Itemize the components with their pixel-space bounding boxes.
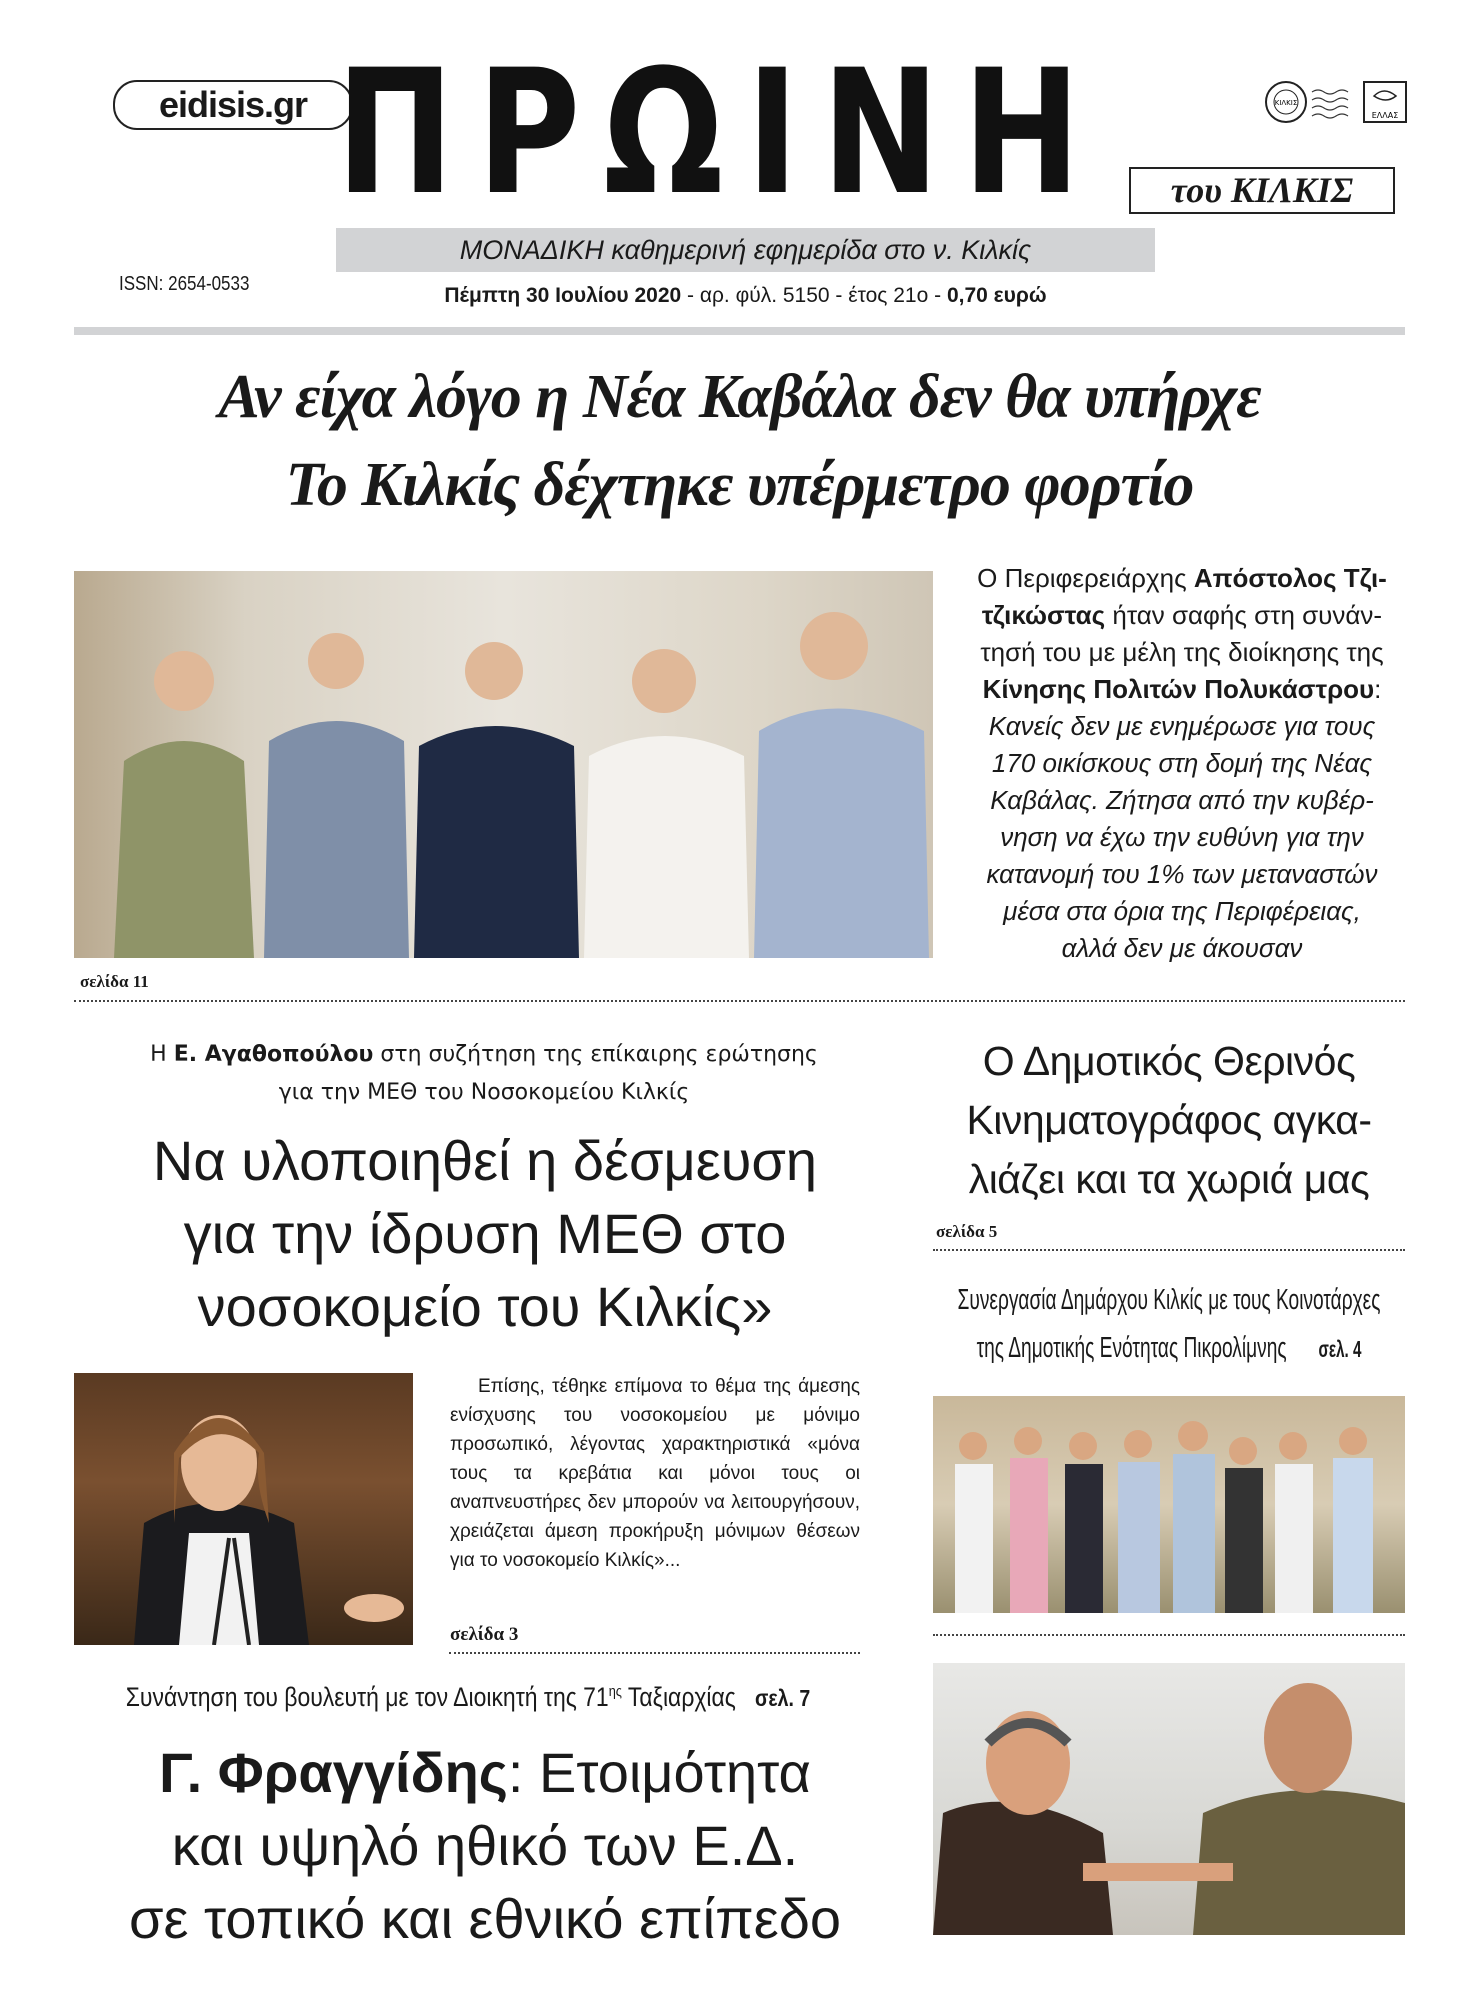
summary-line: Κανείς δεν με ενημέρωσε για τους	[988, 711, 1376, 741]
summary-line: Ο Περιφερειάρχης Απόστολος Τζι-	[977, 563, 1387, 593]
dateline	[336, 284, 1155, 308]
mayor-photo[interactable]	[933, 1396, 1405, 1613]
lead-headline-1[interactable]: Αν είχα λόγο η Νέα Καβάλα δεν θα υπήρχε	[218, 363, 1261, 431]
slogan-bar: ΜΟΝΑΔΙΚΗ καθημερινή εφημερίδα στο ν. Κιλκίς	[336, 228, 1155, 272]
summary-line: τζικώστας ήταν σαφής στη συνάν-	[981, 600, 1383, 630]
lead-photo[interactable]	[74, 571, 933, 958]
mayor-headline-2[interactable]: της Δημοτικής Ενότητας Πικρολίμνης σελ. 4	[976, 1332, 1362, 1364]
summary-line: Καβάλας. Ζήτησα από την κυβέρ-	[990, 785, 1374, 815]
brigade-headline[interactable]: Γ. Φραγγίδης: Ετοιμότητα και υψηλό ηθικό των Ε.Δ. σε τοπικό και εθνικό επίπεδο	[128, 1741, 842, 1950]
section-divider	[933, 1634, 1405, 1636]
icu-headline[interactable]: Να υλοποιηθεί η δέσμευση για την ίδρυση ΜΕΘ στο νοσοκομείο του Κιλκίς»	[152, 1129, 818, 1338]
postage-stamp-icon	[1264, 80, 1409, 124]
mayor-headline[interactable]: Συνεργασία Δημάρχου Κιλκίς με τους Κοινοτάρχες	[957, 1284, 1381, 1316]
svg-text:ΕΛΛΑΣ: ΕΛΛΑΣ	[1371, 111, 1399, 120]
summary-line: μέσα στα όρια της Περιφέρειας,	[1003, 896, 1361, 926]
cinema-page-ref[interactable]: σελίδα 5	[936, 1222, 998, 1241]
icu-subheadline-2: για την ΜΕΘ του Νοσοκομείου Κιλκίς	[278, 1080, 690, 1105]
icu-body: Επίσης, τέθηκε επίμονα το θέμα της άμεσης ενίσχυσης του νοσοκομείου με μόνιμο προσωπικό, λέγοντας χαρακτηριστικά «μόνα τους τα κρεβάτια και μόνοι τους οι αναπνευστήρες δεν μπορούν να λειτουργήσουν, χρειάζεται άμεση προκήρυξη μόνιμων θέσεων για το νοσοκομείο Κιλκίς»...	[450, 1376, 860, 1571]
summary-line: Κίνησης Πολιτών Πολυκάστρου:	[982, 674, 1382, 704]
lead-summary	[950, 560, 1414, 967]
lead-headline-2[interactable]: Το Κιλκίς δέχτηκε υπέρμετρο φορτίο	[285, 451, 1194, 519]
issue-date: Πέμπτη 30 Ιουλίου 2020	[444, 284, 682, 307]
section-divider	[74, 1000, 1405, 1002]
icu-photo[interactable]	[74, 1373, 413, 1645]
summary-line: κατανομή του 1% των μεταναστών	[986, 859, 1378, 889]
issn: ISSN: 2654-0533	[119, 273, 250, 295]
price: 0,70 ευρώ	[946, 284, 1047, 307]
brigade-subheadline: Συνάντηση του βουλευτή με τον Διοικητή της $71^{\eta\varsigma}$ Ταξιαρχίας σελ. 7	[125, 1682, 811, 1712]
svg-text:ΚΙΛΚΙΣ: ΚΙΛΚΙΣ	[1274, 99, 1298, 107]
summary-line: τησή του με μέλη της διοίκησης της	[980, 637, 1384, 667]
lead-page-ref[interactable]: σελίδα 11	[80, 972, 149, 991]
section-divider	[933, 1249, 1405, 1251]
issue-number: - αρ. φύλ. 5150 - έτος 21ο -	[681, 284, 947, 307]
summary-line: νηση να έχω την ευθύνη για την	[1000, 822, 1364, 852]
brigade-page-ref[interactable]: σελ. 7	[754, 1685, 811, 1711]
brigade-photo[interactable]	[933, 1663, 1405, 1935]
newspaper-logo: ΠΡΩΙΝΗ	[336, 58, 1104, 208]
masthead-divider	[74, 327, 1405, 335]
logo-subtitle: του ΚΙΛΚΙΣ	[1129, 167, 1395, 214]
summary-line: 170 οικίσκους στη δομή της Νέας	[991, 748, 1373, 778]
summary-line: αλλά δεν με άκουσαν	[1061, 933, 1303, 963]
mayor-page-ref[interactable]: σελ. 4	[1318, 1336, 1362, 1362]
section-divider	[449, 1652, 860, 1654]
website-badge[interactable]: eidisis.gr	[113, 80, 353, 130]
icu-page-ref[interactable]: σελίδα 3	[450, 1624, 519, 1645]
cinema-headline[interactable]: Ο Δημοτικός Θερινός Κινηματογράφος αγκα- λιάζει και τα χωριά μας	[966, 1038, 1372, 1202]
icu-subheadline: Η Ε. Αγαθοπούλου στη συζήτηση της επίκαιρης ερώτησης	[150, 1042, 818, 1067]
